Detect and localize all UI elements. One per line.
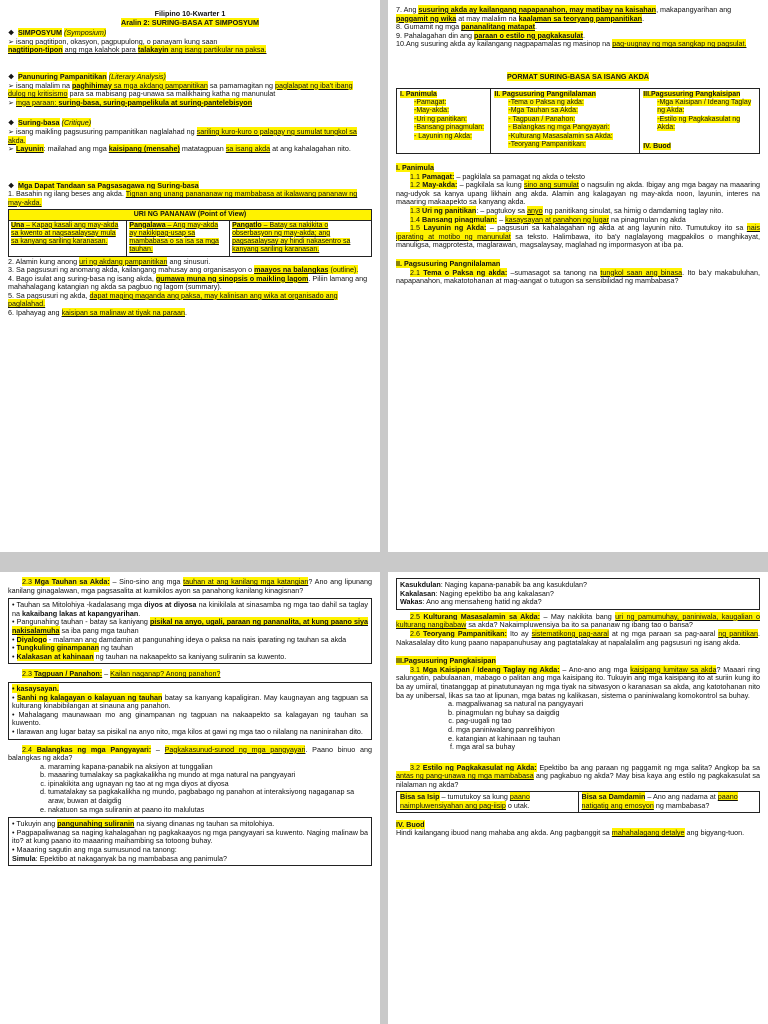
pangnilalaman-tema: 2.1 Tema o Paksa ng akda: –sumasagot sa tanong na tungkol saan ang binasa. Ito ba'y makabuluhan, napapanahon, makatotohanan at mag-aangat o tutugon sa sensibilidad ng mambabasa? — [396, 267, 760, 286]
tauhan-box: • Tauhan sa Mitolohiya -kadalasang mga diyos at diyosa na kinikilala at sinasamba ng mga tao dahil sa taglay na kakaibang lakas at kapangyarihan. • Pangunahing tauhan - batay sa kaniyang pisikal na anyo, ugali, paraan ng pananalita, at kung paano siya nakisalamuha sa iba pang mga tauhan • Diyalogo - malaman ang damdamin at pangunahing ideya o paksa na nais iparating ng tauhan sa akda • Tungkuling ginampanan ng tauhan • Kalakasan at kahinaan ng tauhan na nakaapekto sa kaniyang suliranin sa kuwento. — [8, 598, 372, 664]
panimula-pamagat: 1.1 Pamagat: – pagkilala sa pamagat ng akda o teksto — [410, 171, 586, 181]
section-panunuring-pampanitikan: ❖ Panunuring Pampanitikan (Literary Analysis) — [8, 71, 166, 81]
list-item: d. tumatalakay sa pagkakalikha ng mundo, pagbabago ng panahon at interaksiyong nagaganap sa araw, buwan at daigdig — [48, 788, 372, 805]
tagpuan-box: • kasaysayan. • Sanhi ng kalagayan o kalayuan ng tauhan batay sa kanyang kapaligiran. May kaugnayan ang tagpuan sa kulturang kinabibilangan at sinauna ang panahon. • Mahalagang maunawaan mo ang ginampanan ng tagpuan na nakaapekto sa kalagayan ng tauhan sa kuwento. • Ilarawan ang lugar batay sa pisikal na anyo nito, mga kilos at gawi ng mga tao o nilalang na naninirahan dito. — [8, 682, 372, 740]
heading-pangnilalaman: II. Pagsusuring Pangnilalaman — [396, 258, 501, 268]
panimula-uri: 1.3 Uri ng panitikan: – pagtukoy sa anyo ng panitikang sinulat, sa himig o damdaming taglay nito. — [410, 205, 724, 215]
panimula-may-akda: 1.2 May-akda: – pagkilala sa kung sino ang sumulat o nagsulin ng akda. Ibigay ang mga bagay na maaaring nag-udyok sa kanya upang likhain ang akda. Alamin ang kalagayan ng may-akda noon, layunin, interes na maaaring makaapekto sa kanyang akda. — [396, 180, 761, 207]
bisa-sa-damdamin: Bisa sa Damdamin – Ano ang nadama at paano natigatig ang emosyon ng mambabasa? — [578, 792, 760, 811]
format-table — [396, 88, 760, 154]
list-item: c. ipinakikita ang ugnayan ng tao at ng mga diyos at diyosa — [48, 780, 372, 789]
format-col-pangnilalaman: II. Pagsusuring Pangnilalaman -Tema o Paksa ng akda: -Mga Tauhan sa Akda: - Tagpuan / Panahon: - Balangkas ng mga Pangyayari: -Kulturang Masasalamin sa Akda: -Teoryang Pampanitikan: — [491, 88, 640, 153]
balangkas-tanong-box: Kasukdulan: Naging kapana-panabik ba ang kasukdulan? Kakalasan: Naging epektibo ba ang kakalasan? Wakas: Ano ang mensaheng hatid ng akda? — [396, 578, 760, 610]
pangnilalaman-balangkas: 2.4 Balangkas ng mga Pangyayari: – Pagkakasunud-sunod ng mga pangyayari. Paano binuo ang balangkas ng akda? — [8, 744, 372, 763]
list-item: a. magpaliwanag sa natural na pangyayari — [456, 700, 760, 709]
kaisipan-list — [396, 700, 760, 752]
section-simposyum: ❖ SIMPOSYUM (Symposium) — [8, 28, 107, 38]
section-dapat-tandaan: ❖ Mga Dapat Tandaan sa Pagsasagawa ng Suring-basa — [8, 180, 199, 190]
suring-basa-definition: ➢ isang maikling pagsusuring pampanitikan naglalahad ng sariling kuro-kuro o palagay ng sumulat tungkol sa akda. — [8, 128, 372, 145]
list-item: e. nakatuon sa mga suliranin at paano ito malulutas — [48, 806, 372, 815]
tandaan-item-3: 3. Sa pagsusuri ng anomang akda, kailangang mahusay ang organisasyon o maayos na balangkas (outline). — [8, 265, 359, 275]
list-item: e. katangian at kahinaan ng tauhan — [456, 735, 760, 744]
suring-basa-layunin: ➢ Layunin: mailahad ang mga kaisipang (mensahe) matatagpuan sa isang akda at ang kahalagahan nito. — [8, 145, 372, 154]
page-4 — [388, 572, 768, 1024]
pangkaisipan-estilo: 3.2 Estilo ng Pagkakasulat ng Akda: Epektibo ba ang paraan ng paggamit ng mga salita? Angkop ba sa antas ng pang-unawa ng mga mambabasa ang pagkabuo ng akda? May bisa kaya ang estilo ng pagkakasulat sa nilalaman ng akda? — [396, 762, 760, 789]
format-col-panimula: I. Panimula -Pamagat: -May-akda: -Uri ng panitikan: -Bansang pinagmulan: - Layunin ng Akda: — [397, 88, 491, 153]
pov-una: Una – Kapag kasali ang may-akda sa kwento at nagsasalaysay mula sa kanyang sariling karanasan. — [9, 220, 127, 256]
diamond-bullet-icon: ❖ — [8, 118, 15, 128]
panunuri-definition: ➢ isang malalim na paghihimay sa mga akdang pampanitikan sa pamamagitan ng paglalapat ng iba't ibang dulog ng kritisismo para sa mabisang pag-unawa sa malikhaing katha ng manunulat — [8, 82, 372, 99]
tandaan-item-9: 9. Pahalagahan din ang paraan o estilo ng pagkakasulat. — [396, 30, 585, 40]
pov-pangalawa: Pangalawa – Ang may-akda ay nakikipag-usap sa mambabasa o sa isa sa mga tauhan. — [127, 220, 230, 256]
buod-text: Hindi kailangang ibuod nang mahaba ang akda. Ang pagbanggit sa mahahalagang detalye ang bigyang-tuon. — [396, 828, 745, 838]
bisa-sa-isip: Bisa sa Isip – tumutukoy sa kung paano naimpluwensiyahan ang pag-iisip o utak. — [400, 792, 530, 811]
pangnilalaman-tagpuan: 2.3 Tagpuan / Panahon: – Kailan naganap? Anong panahon? — [22, 669, 221, 679]
heading-buod: IV. Buod — [396, 819, 425, 829]
tandaan-item-8: 8. Gumamit ng mga pananalitang matapat. — [396, 22, 538, 32]
format-col-pangkaisipan: III.Pagsusuring Pangkaisipan -Mga Kaisipan / Ideang Taglay ng Akda: -Estilo ng Pagkakasulat ng Akda: IV. Buod — [640, 88, 760, 153]
panimula-bansa: 1.4 Bansang pinagmulan: – kasaysayan at panahon ng lugar na pinagmulan ng akda — [410, 214, 686, 224]
tandaan-item-1: 1. Basahin ng ilang beses ang akda. Tignan ang unang panananaw ng mambabasa at ikalawang pananaw ng may-akda. — [8, 189, 358, 207]
pangnilalaman-teorya: 2.6 Teoryang Pampanitikan: Ito ay sistematikong pag-aaral at ng mga paraan sa pag-aaral ng panitikan. Nakasalalay dito kung paano napapanuhusay ang pagtatalakay at napalalalim ang pagsusuri ng isang akda. — [396, 628, 760, 647]
list-item: c. pag-uugali ng tao — [456, 717, 760, 726]
tandaan-item-10: 10.Ang susuring akda ay kailangang nagpapamalas ng masinop na pag-uugnay ng mga sangkap ng pagsulat. — [396, 39, 747, 49]
panunuri-paraan: ➢ mga paraan: suring-basa, suring-pampelikula at suring-pantelebisyon — [8, 99, 372, 108]
list-item: f. mga aral sa buhay — [456, 743, 760, 752]
pangkaisipan-kaisipan: 3.1 Mga Kaisipan / Ideang Taglay ng Akda: – Ano-ano ang mga kaisipang lumitaw sa akda? Maaari ring salungatin, pabulaanan, mabago o palitan ang mga kaisipang ito. Tukuyin ang mga kaisipang ito at suriin kung ito ba ay umiiral, tinatanggap at pinatutunayan ng mga tiyak na sitwasyon o karanasan sa akda, ang katotohanan nito ba ay unibersal, likas sa tao at lipunan, mga batas ng kalikasan, sistema o paniniwalang komokontrol sa buhay. — [396, 664, 760, 700]
list-item: b. pinagmulan ng buhay sa daigdig — [456, 709, 760, 718]
suliranin-box: • Tukuyin ang pangunahing suliranin na siyang dinanas ng tauhan sa mitolohiya. • Pagpapaliwanag sa naging kahalagahan ng pagkakaayos ng mga pangyayari sa kuwento. Naging malinaw ba ito? at kung paano ito maaaring maihambing sa totoong buhay. • Maaaring sagutin ang mga sumusunod na tanong: Simula: Epektibo at nakaganyak ba ng mambabasa ang panimula? — [8, 817, 372, 866]
tandaan-item-5: 5. Sa pagsusuri ng akda, dapat maging maganda ang paksa, may kalinisan ang wika at organisado ang paglalahad. — [8, 290, 338, 309]
tandaan-item-7: 7. Ang susuring akda ay kailangang napapanahon, may matibay na kaisahan, makapangyarihan ang paggamit ng wika at may malalim na kaalaman sa teoryang pampanitikan. — [396, 5, 732, 23]
section-suring-basa: ❖ Suring-basa (Critique) — [8, 118, 92, 128]
balangkas-list — [8, 763, 372, 815]
diamond-bullet-icon: ❖ — [8, 28, 15, 38]
lesson-title: Aralin 2: SURING-BASA AT SIMPOSYUM — [121, 17, 259, 27]
page-3 — [0, 572, 380, 1024]
pangnilalaman-kultura: 2.5 Kulturang Masasalamin sa Akda: – May nakikita bang uri ng pamumuhay, paniniwala, kaugalian o kulturang nangibabaw sa akda? Nakaimpluwensiya ba ito sa pananaw ng ibang tao o bansa? — [396, 611, 760, 630]
heading-pangkaisipan: III.Pagsusuring Pangkaisipan — [396, 656, 496, 666]
list-item: b. maaaring tumalakay sa pagkakalikha ng mundo at mga natural na pangyayari — [48, 771, 372, 780]
simposyum-definition: ➢ isang pagtitipon, okasyon, pagpupulong, o panayam kung saan — [8, 38, 372, 47]
tandaan-item-6: 6. Ipahayag ang kaisipan sa malinaw at tiyak na paraan. — [8, 308, 188, 318]
page-2 — [388, 0, 768, 552]
doc-title: Filipino 10-Kwarter 1 — [154, 9, 226, 18]
panimula-layunin: 1.5 Layunin ng Akda: – pagsusuri sa kahalagahan ng akda at ang layunin nito. Tumutukoy ito sa nais iparating at motibo ng manunulat sa teksto. Halimbawa, ito ba'y naglalayong magpakilos o manghikayat, manuligsa, magprotesta, maglarawan, magsalaysay, maglahad ng impormasyon at iba pa. — [396, 223, 760, 250]
page-1: Filipino 10-Kwarter 1 Aralin 2: SURING-BASA AT SIMPOSYUM ❖ SIMPOSYUM (Symposium) ➢ isang pagtitipon, okasyon, pagpupulong, o panayam kung saan nagtitipon-tipon ang mga kalahok para talakayin ang isang partikular na paksa. ❖ Panunuring Pampanitikan (Literary Analysis) ➢ isang malalim na paghihimay sa mga akdang pampanitikan sa pamamagitan ng paglalapat ng iba't ibang dulog ng kritisismo para sa mabisang pag-unawa sa malikhaing katha ng manunulat ➢ mga paraan: suring-basa, suring-pampelikula at suring-pantelebisyon ❖ Suring-basa (Critique) ➢ isang maikling pagsusuring pampanitikan naglalahad ng sariling kuro-kuro o palagay ng sumulat tungkol sa akda. ➢ Layunin: mailahad ang mga kaisipang (mensahe) matatagpuan sa isang akda at ang kahalagahan nito. ❖ Mga Dapat Tandaan sa Pagsasagawa ng Suring-basa 1. Basahin ng ilang beses ang akda. Tignan ang unang panananaw ng mambabasa at ikalawang pananaw ng may-akda. URI NG PANANAW (Point of View) Una – Kapag kasali ang may-akda sa kwento at nagsasalaysay mula sa kanyang sariling karanasan. Pangalawa – Ang may-akda ay nakikipag-usap sa mambabasa o sa isa sa mga tauhan. Pangatlo – Batay sa nakikita o obserbasyon ng may-akda; ang pagsasalaysay ay hindi nakasentro sa kanyang sariling karanasan. 2. Alamin kung anong uri ng akdang pampanitikan ang sinusuri. 3. Sa pagsusuri ng anomang akda, kailangang mahusay ang organisasyon o maayos na balangkas (outline). 4. Bago isulat ang suring-basa ng isang akda, gumawa muna ng sinopsis o maikling lagom. Piliin lamang ang mahahalagang katangian ng akda sa pagbuo ng lagom (summary). 5. Sa pagsusuri ng akda, dapat maging maganda ang paksa, may kalinisan ang wika at organisado ang paglalahad. 6. Ipahayag ang kaisipan sa malinaw at tiyak na paraan. — [0, 0, 380, 552]
list-item: a. maraming kapana-panabik na aksiyon at tunggalian — [48, 763, 372, 772]
diamond-bullet-icon: ❖ — [8, 180, 15, 190]
format-title: PORMAT SURING-BASA SA ISANG AKDA — [506, 71, 650, 81]
diamond-bullet-icon: ❖ — [8, 71, 15, 81]
pangnilalaman-tauhan: 2.3 Mga Tauhan sa Akda: – Sino-sino ang mga tauhan at ang kanilang mga katangian? Ano ang lipunang kanilang ginagalawan, mga pagsasalita at kumikilos ayon sa panahong kanilang kinagisnan? — [8, 577, 372, 595]
heading-panimula: I. Panimula — [396, 163, 434, 172]
bisa-table — [396, 791, 760, 812]
point-of-view-table — [8, 209, 372, 257]
tandaan-item-4: 4. Bago isulat ang suring-basa ng isang akda, gumawa muna ng sinopsis o maikling lagom. Piliin lamang ang mahahalagang katangian ng akda sa pagbuo ng lagom (summary). — [8, 273, 368, 292]
pov-table-header: URI NG PANANAW (Point of View) — [9, 209, 372, 220]
list-item: d. mga paniniwalang panrelihiyon — [456, 726, 760, 735]
pov-pangatlo: Pangatlo – Batay sa nakikita o obserbasyon ng may-akda; ang pagsasalaysay ay hindi nakasentro sa kanyang sariling karanasan. — [230, 220, 372, 256]
tandaan-item-2: 2. Alamin kung anong uri ng akdang pampanitikan ang sinusuri. — [8, 256, 211, 266]
